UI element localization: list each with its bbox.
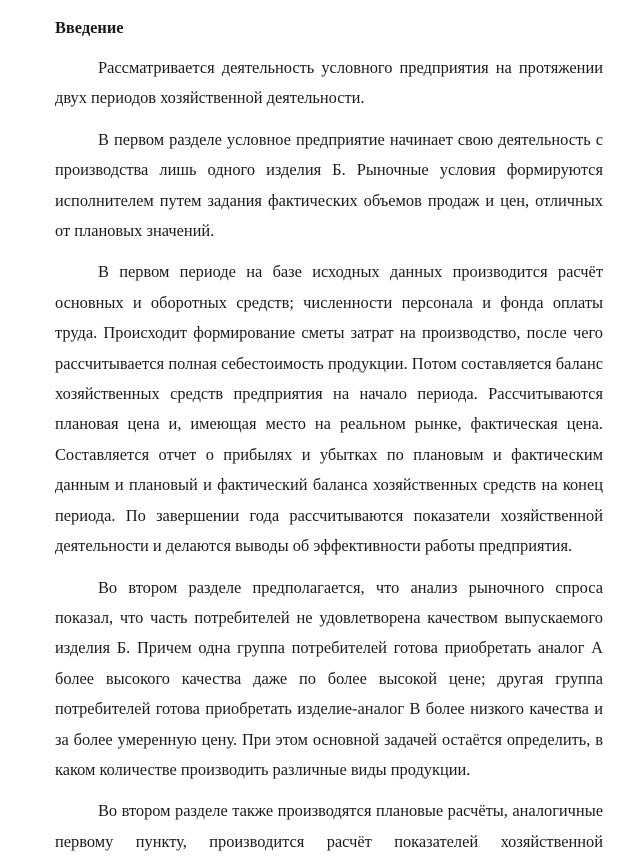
paragraph-1: Рассматривается деятельность условного предприятия на протяжении двух периодов хозяйственной деятельности.: [55, 58, 603, 108]
paragraph-2: В первом разделе условное предприятие начинает свою деятельность с производства лишь одного изделия Б. Рыночные условия формируются исполнителем путем задания фактических объемов продаж и цен, отличных от плановых значений.: [55, 129, 603, 241]
document-page: [55, 13, 603, 868]
paragraph-4: Во втором разделе предполагается, что анализ рыночного спроса показал, что часть потребителей не удовлетворена качеством выпускаемого изделия Б. Причем одна группа потребителей готова приобретать аналог А более высокого качества даже по более высокой цене; другая группа потребителей готова приобретать изделие-аналог В более низкого качества и за более умеренную цену. При этом основной задачей остаётся определить, в каком количестве производить различные виды продукции.: [55, 577, 603, 779]
section-heading: Введение: [55, 18, 124, 37]
paragraph-5: Во втором разделе также производятся плановые расчёты, аналогичные первому пункту, производится расчёт показателей хозяйственной: [55, 801, 603, 851]
paragraph-3: В первом периоде на базе исходных данных производится расчёт основных и оборотных средств; численности персонала и фонда оплаты труда. Происходит формирование сметы затрат на производство, после чего рассчитывается полная себестоимость продукции. Потом составляется баланс хозяйственных средств предприятия на начало периода. Рассчитываются плановая цена и, имеющая место на реальном рынке, фактическая цена. Составляется отчет о прибылях и убытках по плановым и фактическим данным и плановый и фактический баланса хозяйственных средств на конец периода. По завершении года рассчитываются показатели хозяйственной деятельности и делаются выводы об эффективности работы предприятия.: [55, 262, 603, 556]
